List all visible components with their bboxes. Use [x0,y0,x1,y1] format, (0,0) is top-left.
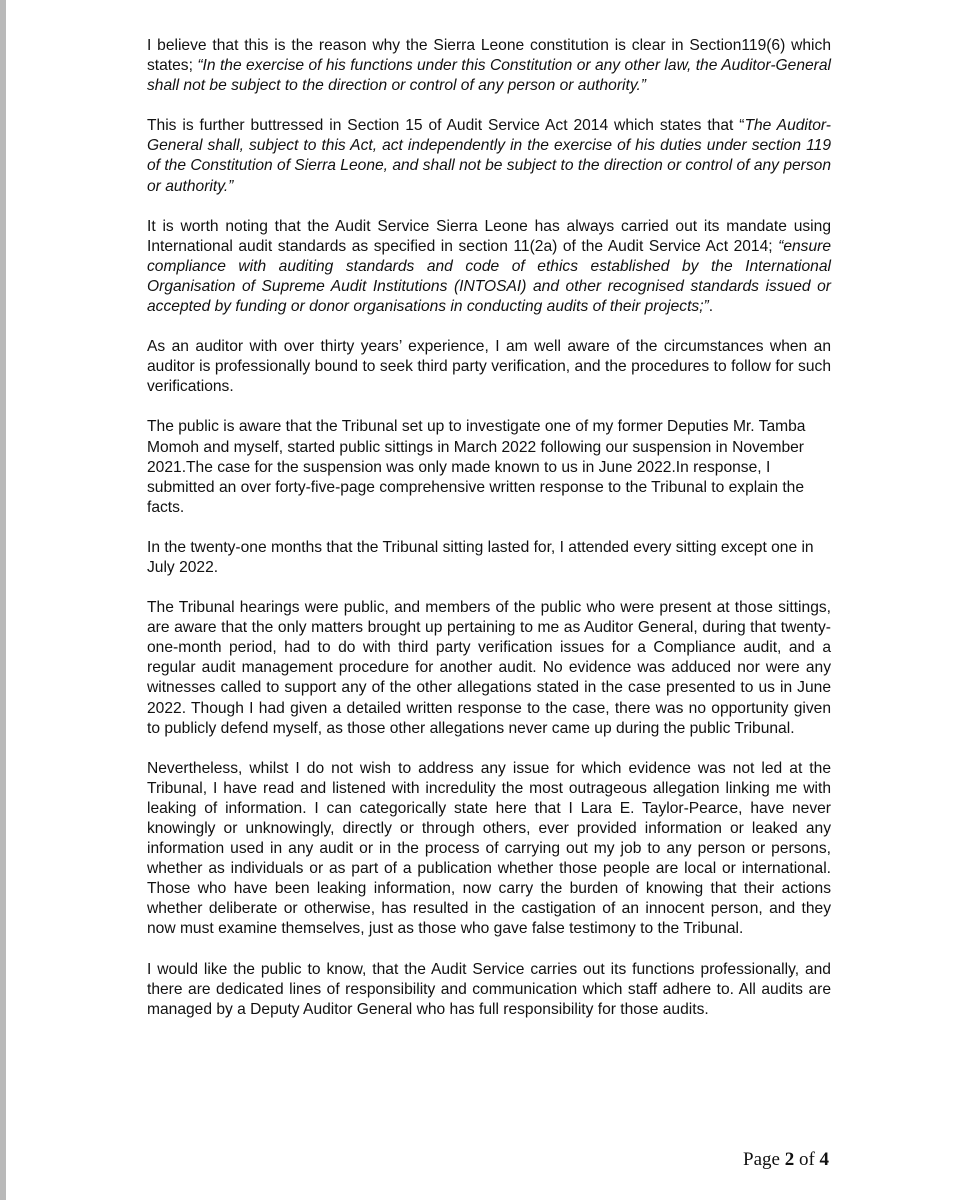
paragraph-tribunal-setup: The public is aware that the Tribunal set up to investigate one of my former Deputies Mr. Tamba Momoh and myself, started public sittings in March 2022 following our suspension in November 2021.The case for the suspension was only made known to us in June 2022.In response, I submitted an over forty-five-page comprehensive written response to the Tribunal to explain the facts. [147,418,806,516]
paragraph-international-standards: It is worth noting that the Audit Service Sierra Leone has always carried out its mandate using International audit standards as specified in section 11(2a) of the Audit Service Act 2014; “ensure compliance with auditing standards and code of ethics established by the International Organisation of Supreme Audit Institutions (INTOSAI) and other recognised standards issued or accepted by funding or donor organisations in conducting audits of their projects;”. [147,217,831,316]
document-body [147,36,831,1040]
paragraph-attendance: In the twenty-one months that the Tribunal sitting lasted for, I attended every sitting except one in July 2022. [147,538,814,576]
paragraph-experience: As an auditor with over thirty years’ experience, I am well aware of the circumstances when an auditor is professionally bound to seek third party verification, and the procedures to follow for such verifications. [147,338,831,396]
quote-section-15: The Auditor-General shall, subject to this Act, act independently in the exercise of his duties under section 119 of the Constitution of Sierra Leone, and shall not be subject to the direction or control of any person or authority.” [147,117,831,195]
paragraph-hearings: The Tribunal hearings were public, and members of the public who were present at those sittings, are aware that the only matters brought up pertaining to me as Auditor General, during that twenty-one-month period, had to do with third party verification issues for a Compliance audit, and a regular audit management procedure for another audit. No evidence was adduced nor were any witnesses called to support any of the other allegations stated in the case presented to us in June 2022. Though I had given a detailed written response to the case, there was no opportunity given to publicly defend myself, as those other allegations never came up during the public Tribunal. [147,599,831,737]
total-pages-number: 4 [819,1149,830,1170]
current-page-number: 2 [784,1149,795,1170]
paragraph-leaking-allegation: Nevertheless, whilst I do not wish to address any issue for which evidence was not led at the Tribunal, I have read and listened with incredulity the most outrageous allegation linking me with leaking of information. I can categorically state here that I Lara E. Taylor-Pearce, have never knowingly or unknowingly, directly or through others, ever provided information or leaked any information used in any audit or in the process of carrying out my job to any person or persons, whether as individuals or as part of a publication whether those people are local or international. Those who have been leaking information, now carry the burden of knowing that their actions whether deliberate or otherwise, has resulted in the castigation of an innocent person, and they now must examine themselves, just as those who gave false testimony to the Tribunal. [147,759,831,938]
quote-section-119: “In the exercise of his functions under this Constitution or any other law, the Auditor-General shall not be subject to the direction or control of any person or authority.” [147,57,831,95]
page-number: Page 2 of 4 [743,1149,830,1170]
paragraph-responsibility: I would like the public to know, that the Audit Service carries out its functions professionally, and there are dedicated lines of responsibility and communication which staff adhere to. All audits are managed by a Deputy Auditor General who has full responsibility for those audits. [147,960,831,1018]
paragraph-audit-service-act: This is further buttressed in Section 15 of Audit Service Act 2014 which states that “The Auditor-General shall, subject to this Act, act independently in the exercise of his duties under section 119 of the Constitution of Sierra Leone, and shall not be subject to the direction or control of any person or authority.” [147,117,831,195]
paragraph-constitution: I believe that this is the reason why the Sierra Leone constitution is clear in Section119(6) which states; “In the exercise of his functions under this Constitution or any other law, the Auditor-General shall not be subject to the direction or control of any person or authority.” [147,37,831,95]
quote-section-11: “ensure compliance with auditing standards and code of ethics established by the International Organisation of Supreme Audit Institutions (INTOSAI) and other recognised standards issued or accepted by funding or donor organisations in conducting audits of their projects;” [147,237,831,316]
